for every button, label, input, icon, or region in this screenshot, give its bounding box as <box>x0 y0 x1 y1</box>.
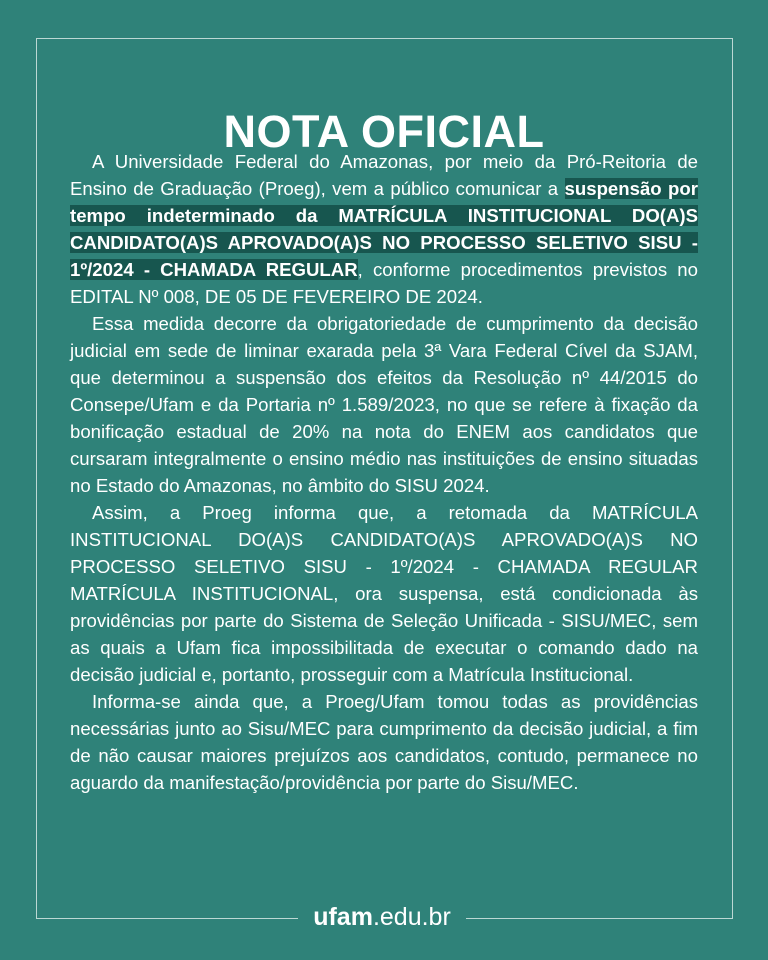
paragraph-1-end: , conforme procedimentos previstos no EDITAL Nº 008, DE 05 DE FEVEREIRO DE 2024. <box>70 259 698 307</box>
website-domain-bold: ufam <box>313 903 373 931</box>
paragraph-3 <box>70 499 698 688</box>
paragraph-3-text: Assim, a Proeg informa que, a retomada da MATRÍCULA INSTITUCIONAL DO(A)S CANDIDATO(A)S APROVADO(A)S NO PROCESSO SELETIVO SISU - 1º/2024 - CHAMADA REGULAR MATRÍCULA INSTITUCIONAL, ora suspensa, está condicionada às providências por parte do Sistema de Seleção Unificada - SISU/MEC, sem as quais a Ufam fica impossibilitada de executar o comando dado na decisão judicial e, portanto, prosseguir com a Matrícula Institucional. <box>70 502 698 685</box>
paragraph-1-intro: A Universidade Federal do Amazonas, por meio da Pró-Reitoria de Ensino de Graduação (Proeg), vem a público comunicar a <box>70 151 698 199</box>
notice-body <box>70 148 698 796</box>
frame-top-border <box>36 38 732 39</box>
paragraph-4 <box>70 688 698 796</box>
paragraph-2-text: Essa medida decorre da obrigatoriedade de cumprimento da decisão judicial em sede de liminar exarada pela 3ª Vara Federal Cível da SJAM, que determinou a suspensão dos efeitos da Resolução nº 44/2015 do Consepe/Ufam e da Portaria nº 1.589/2023, no que se refere à fixação da bonificação estadual de 20% na nota do ENEM aos candidatos que cursaram integralmente o ensino médio nas instituições de ensino situadas no Estado do Amazonas, no âmbito do SISU 2024. <box>70 313 698 496</box>
frame-left-border <box>36 38 37 918</box>
highlighted-suspension-text: suspensão por tempo indeterminado da MATRÍCULA INSTITUCIONAL DO(A)S CANDIDATO(A)S APROVADO(A)S NO PROCESSO SELETIVO SISU - 1º/2024 - CHAMADA REGULAR <box>70 178 698 280</box>
frame-bottom-left-border <box>36 918 298 919</box>
paragraph-2 <box>70 310 698 499</box>
paragraph-4-text: Informa-se ainda que, a Proeg/Ufam tomou todas as providências necessárias junto ao Sisu/MEC para cumprimento da decisão judicial, a fim de não causar maiores prejuízos aos candidatos, contudo, permanece no aguardo da manifestação/providência por parte do Sisu/MEC. <box>70 691 698 793</box>
paragraph-1 <box>70 148 698 310</box>
website-link[interactable] <box>298 900 466 934</box>
page-title: NOTA OFICIAL <box>223 106 545 158</box>
frame-bottom-right-border <box>466 918 733 919</box>
frame-right-border <box>732 38 733 918</box>
website-domain-suffix: .edu.br <box>372 903 451 931</box>
